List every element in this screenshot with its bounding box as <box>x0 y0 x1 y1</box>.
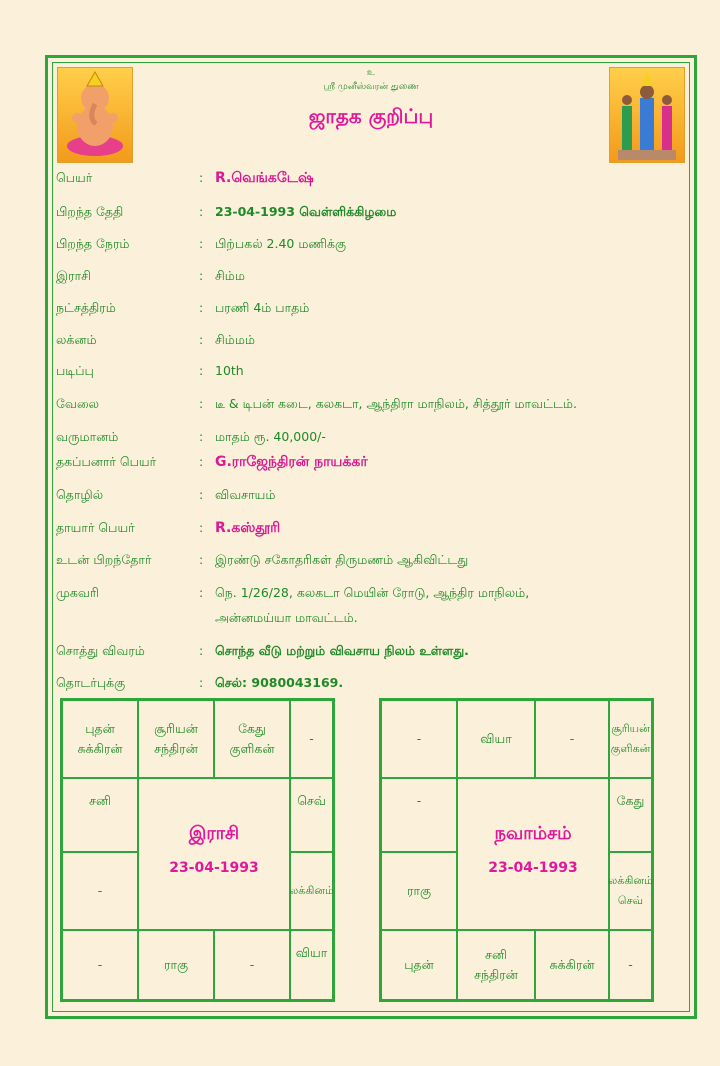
rasi-cell-bottom-1 <box>62 930 138 1000</box>
navamsa-cell-left-1 <box>381 778 457 852</box>
horoscope-card <box>45 55 697 1019</box>
navamsa-cell-text: கேது <box>616 793 645 808</box>
detail-row <box>56 236 686 258</box>
navamsa-cell-text: - <box>628 957 633 972</box>
rasi-cell-bottom-2 <box>138 930 214 1000</box>
detail-value: அன்னமய்யா மாவட்டம். <box>215 610 358 625</box>
navamsa-cell-right-1 <box>609 778 652 852</box>
detail-row <box>56 332 686 354</box>
detail-label: பிறந்த நேரம் <box>56 236 130 251</box>
detail-row <box>56 675 686 697</box>
detail-label: பிறந்த தேதி <box>56 204 124 219</box>
detail-label: வருமானம் <box>56 429 119 444</box>
rasi-cell-text: - <box>309 731 314 746</box>
rasi-cell-text: கேது குளிகன் <box>229 721 275 756</box>
om-symbol: உ <box>366 68 376 78</box>
navamsa-cell-bottom-3 <box>535 930 609 1000</box>
rasi-cell-text: சனி <box>89 793 111 808</box>
detail-row <box>56 552 686 574</box>
detail-row <box>56 170 686 192</box>
detail-row <box>56 429 686 451</box>
detail-value: நெ. 1/26/28, கலகடா மெயின் ரோடு, ஆந்திர மாநிலம், <box>215 585 530 600</box>
detail-value: விவசாயம் <box>215 487 276 502</box>
navamsa-cell-text: சுக்கிரன் <box>549 957 595 972</box>
rasi-cell-left-2 <box>62 852 138 930</box>
rasi-cell-left-1 <box>62 778 138 852</box>
navamsa-cell-bottom-4 <box>609 930 652 1000</box>
rasi-cell-top-1 <box>62 700 138 778</box>
navamsa-cell-text: புதன் <box>404 957 434 972</box>
detail-row <box>56 454 686 476</box>
rasi-cell-right-1 <box>290 778 333 852</box>
detail-label: உடன் பிறந்தோர் <box>56 552 152 567</box>
rasi-cell-top-3 <box>214 700 290 778</box>
detail-value: டீ & டிபன் கடை, கலகடா, ஆந்திரா மாநிலம், சித்தூர் மாவட்டம். <box>215 396 577 411</box>
detail-separator: : <box>199 552 204 567</box>
rasi-chart <box>60 698 335 1002</box>
rasi-cell-text: - <box>97 957 103 972</box>
navamsa-cell-bottom-1 <box>381 930 457 1000</box>
detail-row <box>56 487 686 509</box>
navamsa-chart <box>379 698 654 1002</box>
detail-label: முகவரி <box>56 585 99 600</box>
navamsa-cell-text: வியா <box>480 731 512 746</box>
page-title: ஜாதக குறிப்பு <box>308 104 434 128</box>
detail-label: தகப்பனார் பெயர் <box>56 454 157 469</box>
rasi-cell-top-4 <box>290 700 333 778</box>
detail-value: மாதம் ரூ. 40,000/- <box>215 429 326 444</box>
rasi-date: 23-04-1993 <box>169 860 259 876</box>
detail-value: G.ராஜேந்திரன் நாயக்கர் <box>215 454 368 470</box>
navamsa-center <box>457 778 609 930</box>
detail-separator: : <box>199 585 204 600</box>
detail-value: பரணி 4ம் பாதம் <box>215 300 310 315</box>
detail-value: R.கஸ்தூரி <box>215 520 281 536</box>
detail-value: சிம்ம <box>215 268 245 283</box>
navamsa-cell-text: சனி சந்திரன் <box>474 947 518 982</box>
navamsa-cell-text: சூரியன் குளிகன் <box>610 722 651 755</box>
navamsa-cell-text: - <box>416 731 422 746</box>
detail-row <box>56 268 686 290</box>
detail-label: தாயார் பெயர் <box>56 520 135 535</box>
detail-value: பிற்பகல் 2.40 மணிக்கு <box>215 236 347 251</box>
detail-row <box>56 643 686 665</box>
detail-separator: : <box>199 204 204 219</box>
navamsa-cell-left-2 <box>381 852 457 930</box>
navamsa-cell-text: - <box>416 793 422 808</box>
navamsa-cell-top-2 <box>457 700 535 778</box>
detail-separator: : <box>199 332 204 347</box>
navamsa-cell-right-2 <box>609 852 652 930</box>
detail-label: பெயர் <box>56 170 93 185</box>
detail-row <box>56 300 686 322</box>
rasi-cell-text: - <box>249 957 255 972</box>
rasi-cell-right-2 <box>290 852 333 930</box>
blessing-line: ஸ்ரீ முனீஸ்வரன் துணை <box>323 82 419 92</box>
detail-value: சொந்த வீடு மற்றும் விவசாய நிலம் உள்ளது. <box>215 643 469 658</box>
detail-row <box>56 396 686 418</box>
navamsa-title: நவாம்சம் <box>494 823 572 844</box>
detail-separator: : <box>199 429 204 444</box>
detail-separator: : <box>199 236 204 251</box>
navamsa-date: 23-04-1993 <box>488 860 578 876</box>
rasi-cell-text: லக்கினம் <box>289 884 334 897</box>
detail-value: செல்: 9080043169. <box>215 675 344 690</box>
navamsa-cell-top-3 <box>535 700 609 778</box>
rasi-cell-bottom-3 <box>214 930 290 1000</box>
detail-label: தொடர்புக்கு <box>56 675 126 690</box>
rasi-cell-text: செவ் <box>297 793 326 808</box>
detail-label: தொழில் <box>56 487 104 502</box>
navamsa-cell-top-1 <box>381 700 457 778</box>
detail-label: லக்னம் <box>56 332 97 347</box>
detail-separator: : <box>199 454 204 469</box>
detail-separator: : <box>199 643 204 658</box>
detail-label: நட்சத்திரம் <box>56 300 116 315</box>
navamsa-cell-top-4 <box>609 700 652 778</box>
detail-separator: : <box>199 300 204 315</box>
rasi-center <box>138 778 290 930</box>
navamsa-cell-bottom-2 <box>457 930 535 1000</box>
detail-separator: : <box>199 268 204 283</box>
detail-separator: : <box>199 487 204 502</box>
detail-value: 10th <box>215 363 244 378</box>
detail-separator: : <box>199 396 204 411</box>
detail-row <box>56 520 686 542</box>
navamsa-cell-text: லக்கினம் செவ் <box>608 874 653 907</box>
detail-separator: : <box>199 520 204 535</box>
rasi-cell-text: வியா <box>295 945 328 960</box>
detail-row <box>56 585 686 607</box>
detail-label: இராசி <box>56 268 91 283</box>
detail-row <box>56 363 686 385</box>
detail-value: 23-04-1993 வெள்ளிக்கிழமை <box>215 204 397 219</box>
rasi-cell-text: ராகு <box>163 957 189 972</box>
rasi-cell-text: புதன் சுக்கிரன் <box>77 721 123 756</box>
rasi-cell-bottom-4 <box>290 930 333 1000</box>
rasi-cell-top-2 <box>138 700 214 778</box>
detail-value: R.வெங்கடேஷ் <box>215 170 314 186</box>
rasi-cell-text: - <box>97 883 103 898</box>
detail-value: சிம்மம் <box>215 332 255 347</box>
detail-label: வேலை <box>56 396 100 411</box>
detail-row <box>56 204 686 226</box>
detail-separator: : <box>199 363 204 378</box>
navamsa-cell-text: ராகு <box>406 883 432 898</box>
detail-separator: : <box>199 170 204 185</box>
detail-row <box>56 610 686 632</box>
rasi-cell-text: சூரியன் சந்திரன் <box>154 721 198 756</box>
rasi-title: இராசி <box>188 823 240 844</box>
navamsa-cell-text: - <box>569 731 575 746</box>
detail-separator: : <box>199 675 204 690</box>
detail-label: படிப்பு <box>56 363 94 378</box>
detail-value: இரண்டு சகோதரிகள் திருமணம் ஆகிவிட்டது <box>215 552 469 567</box>
detail-label: சொத்து விவரம் <box>56 643 145 658</box>
